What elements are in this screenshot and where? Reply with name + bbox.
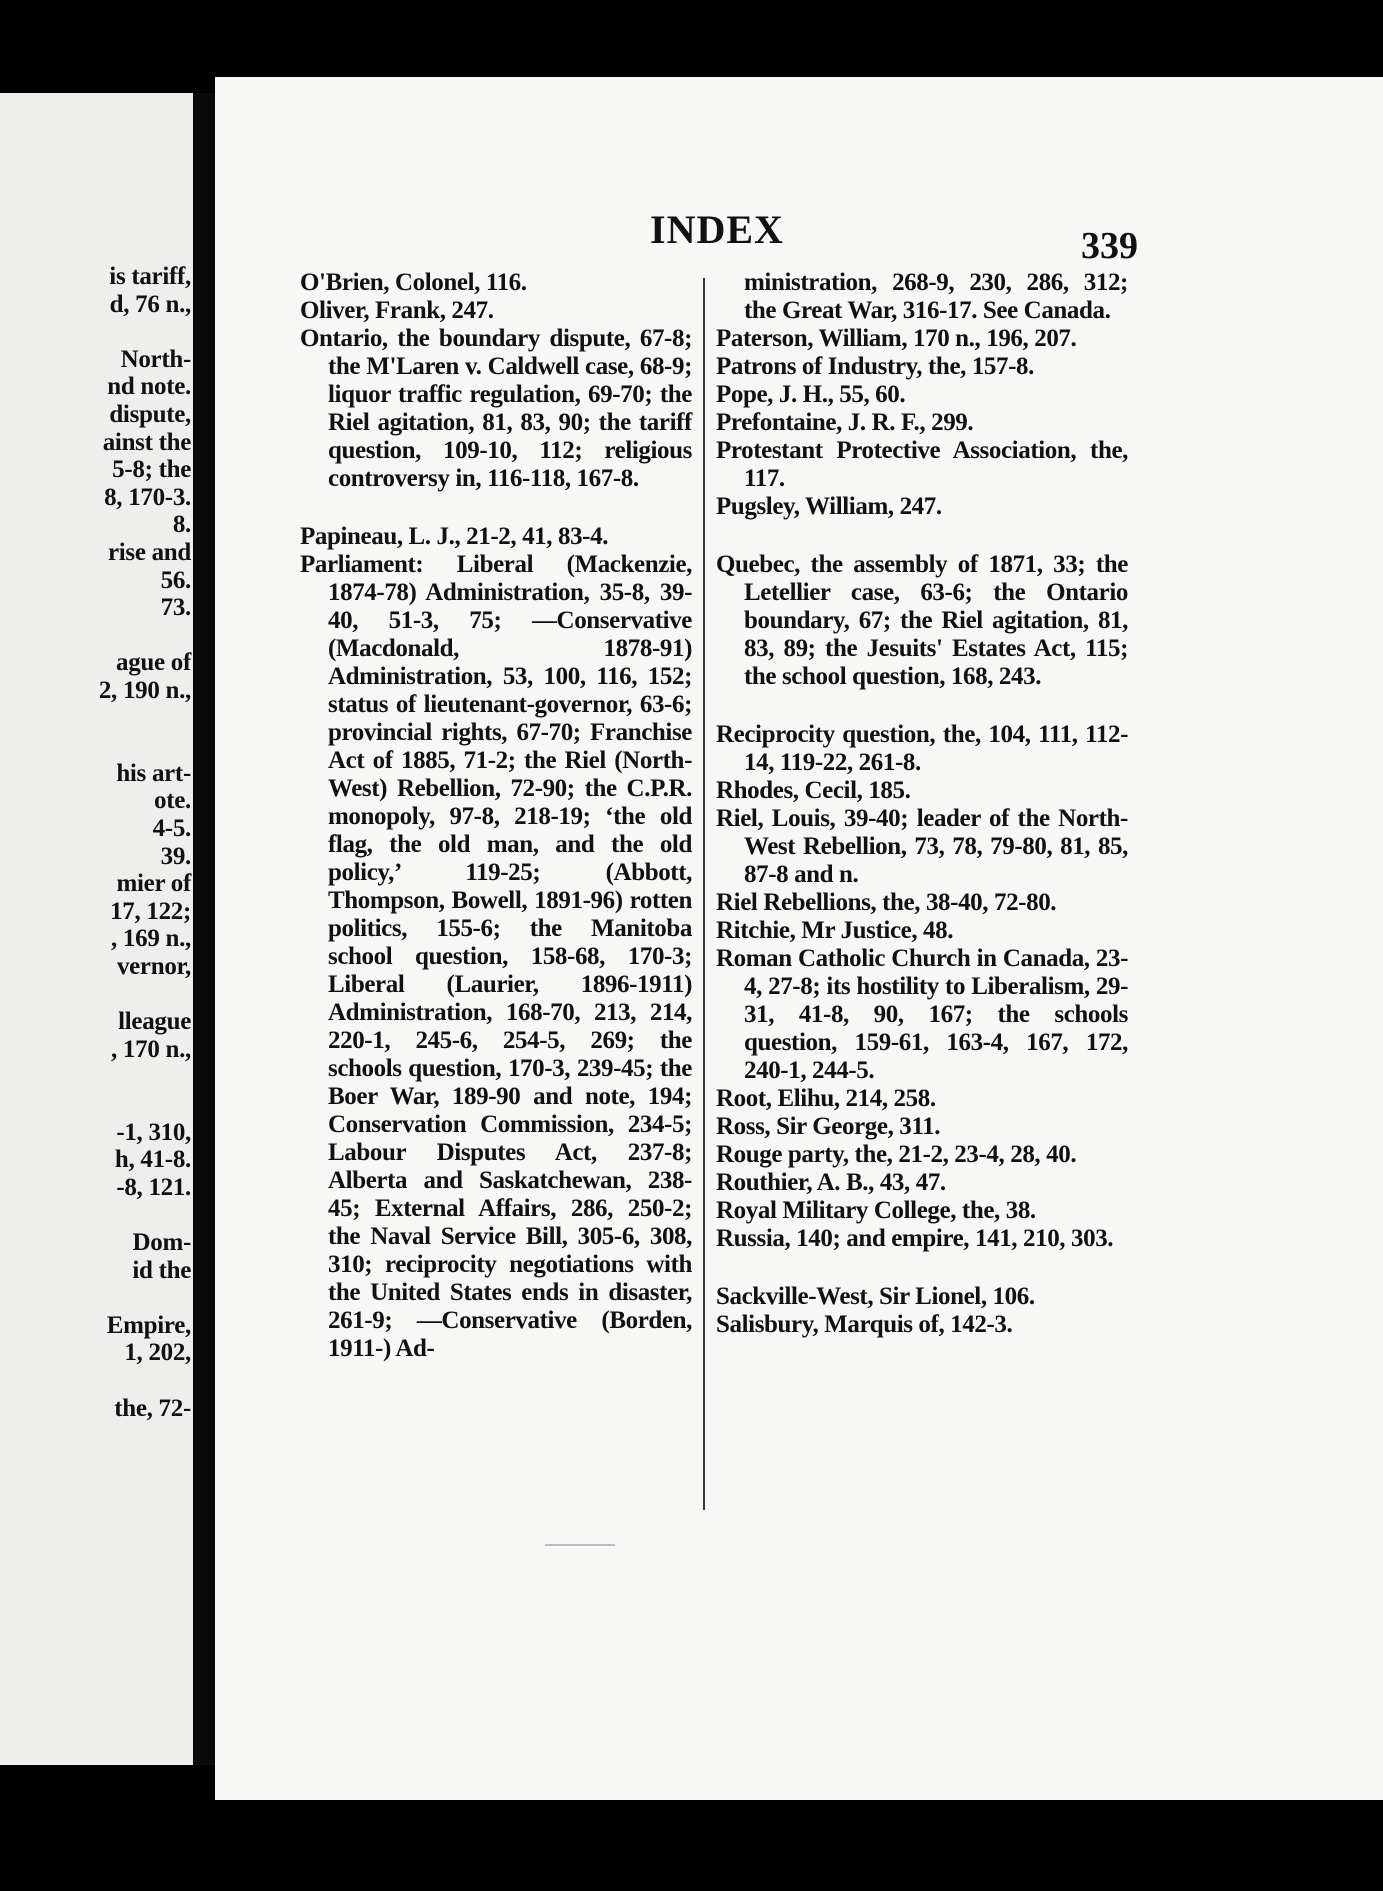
index-entry: Papineau, L. J., 21-2, 41, 83-4.	[300, 523, 609, 550]
page-smudge	[545, 1544, 615, 1546]
left-page-text-fragment: id the	[132, 1256, 191, 1284]
left-page-text-fragment: -8, 121.	[116, 1173, 191, 1201]
letter-section-gap	[716, 691, 1128, 721]
index-column-left	[300, 269, 692, 1363]
left-page-text-fragment: 8.	[172, 511, 191, 539]
index-entry: Quebec, the assembly of 1871, 33; the Letellier case, 63-6; the Ontario boundary, 67; the Riel agitation, 81, 83, 89; the Jesuits' Estates Act, 115; the school question, 168, 243.	[716, 551, 1128, 690]
left-page-text-fragment: lleague	[118, 1008, 191, 1036]
index-entry: Root, Elihu, 214, 258.	[716, 1085, 936, 1112]
index-entry: Rouge party, the, 21-2, 23-4, 28, 40.	[716, 1141, 1077, 1168]
left-page-text-fragment: nd note.	[107, 373, 191, 401]
left-page-text-fragment: , 170 n.,	[111, 1035, 191, 1063]
index-entry: Pope, J. H., 55, 60.	[716, 381, 906, 408]
letter-section-gap	[716, 1253, 1128, 1283]
left-page-text-fragment: h, 41-8.	[114, 1146, 191, 1174]
left-page-text-fragment: vernor,	[116, 953, 191, 980]
book-gutter	[193, 93, 215, 1765]
left-page-fragment	[0, 93, 193, 1765]
index-entry-continuation: ministration, 268-9, 230, 286, 312; the Great War, 316-17. See Canada.	[744, 269, 1128, 324]
index-entry: Pugsley, William, 247.	[716, 493, 942, 520]
left-page-text-fragment: 39.	[160, 842, 191, 870]
left-page-text-fragment: the, 72-	[114, 1394, 191, 1422]
index-entry: Patrons of Industry, the, 157-8.	[716, 353, 1035, 380]
index-entry: Roman Catholic Church in Canada, 23-4, 27-8; its hostility to Liberalism, 29-31, 41-8, 90, 167; the schools question, 159-61, 163-4, 167, 172, 240-1, 244-5.	[716, 945, 1128, 1084]
index-entry: Ritchie, Mr Justice, 48.	[716, 917, 954, 944]
left-page-text-fragment: is tariff,	[109, 263, 191, 290]
left-page-text-fragment: d, 76 n.,	[109, 290, 191, 318]
left-page-text-fragment: Dom-	[132, 1229, 191, 1256]
left-page-text-fragment: 56.	[160, 566, 191, 594]
left-page-text-fragment: 17, 122;	[110, 897, 191, 925]
left-page-text-fragment: 5-8; the	[112, 456, 191, 484]
left-page-text-fragment: his art-	[116, 759, 191, 787]
left-page-text-fragment: rise and	[107, 539, 191, 566]
index-entry: Sackville-West, Sir Lionel, 106.	[716, 1283, 1035, 1310]
left-page-text-fragment: ote.	[154, 787, 191, 815]
letter-section-gap	[300, 493, 692, 523]
left-page-text-fragment: ainst the	[102, 428, 191, 456]
left-page-text-fragment: 4-5.	[152, 815, 191, 842]
index-entry: Protestant Protective Association, the, 117.	[716, 437, 1128, 492]
index-entry: O'Brien, Colonel, 116.	[300, 269, 527, 296]
index-entry: Prefontaine, J. R. F., 299.	[716, 409, 974, 436]
left-page-text-fragment: 1, 202,	[124, 1339, 191, 1367]
left-page-text-fragment: 73.	[160, 594, 191, 622]
left-page-text-fragment: 2, 190 n.,	[98, 677, 191, 704]
index-entry: Russia, 140; and empire, 141, 210, 303.	[716, 1225, 1114, 1252]
index-entry: Oliver, Frank, 247.	[300, 297, 494, 324]
page-title: INDEX	[650, 207, 784, 252]
index-entry: Routhier, A. B., 43, 47.	[716, 1169, 946, 1196]
index-column-right	[716, 269, 1128, 1339]
index-entry: Parliament: Liberal (Mackenzie, 1874-78) Administration, 35-8, 39-40, 51-3, 75; —Conservative (Macdonald, 1878-91) Administration, 53, 100, 116, 152; status of lieutenant-governor, 63-6; provincial rights, 67-70; Franchise Act of 1885, 71-2; the Riel (North-West) Rebellion, 72-90; the C.P.R. monopoly, 97-8, 218-19; ‘the old flag, the old man, and the old policy,’ 119-25; (Abbott, Thompson, Bowell, 1891-96) rotten politics, 155-6; the Manitoba school question, 158-68, 170-3; Liberal (Laurier, 1896-1911) Administration, 168-70, 213, 214, 220-1, 245-6, 254-5, 269; the schools question, 170-3, 239-45; the Boer War, 189-90 and note, 194; Conservation Commission, 234-5; Labour Disputes Act, 237-8; Alberta and Saskatchewan, 238-45; External Affairs, 286, 250-2; the Naval Service Bill, 305-6, 308, 310; reciprocity negotiations with the United States ends in disaster, 261-9; —Conservative (Borden, 1911-) Ad-	[300, 551, 692, 1362]
left-page-text-fragment: , 169 n.,	[111, 925, 191, 953]
index-entry: Paterson, William, 170 n., 196, 207.	[716, 325, 1077, 352]
index-entry: Royal Military College, the, 38.	[716, 1197, 1036, 1224]
index-entry: Riel Rebellions, the, 38-40, 72-80.	[716, 889, 1057, 916]
index-entry: Ontario, the boundary dispute, 67-8; the M'Laren v. Caldwell case, 68-9; liquor traffic regulation, 69-70; the Riel agitation, 81, 83, 90; the tariff question, 109-10, 112; religious controversy in, 116-118, 167-8.	[300, 325, 692, 492]
left-page-text-fragment: North-	[120, 345, 191, 373]
column-divider	[703, 278, 705, 1510]
index-entry: Rhodes, Cecil, 185.	[716, 777, 911, 804]
left-page-text-fragment: ague of	[116, 649, 191, 677]
letter-section-gap	[716, 521, 1128, 551]
left-page-text-fragment: -1, 310,	[116, 1118, 191, 1146]
left-page-text-fragment: dispute,	[109, 401, 191, 428]
left-page-text-fragment: 8, 170-3.	[104, 483, 191, 511]
left-page-text-fragment: mier of	[116, 870, 191, 898]
index-entry: Salisbury, Marquis of, 142-3.	[716, 1311, 1013, 1338]
index-entry: Ross, Sir George, 311.	[716, 1113, 941, 1140]
page-number: 339	[1081, 225, 1138, 267]
index-entry: Reciprocity question, the, 104, 111, 112-14, 119-22, 261-8.	[716, 721, 1128, 776]
left-page-text-fragment: Empire,	[106, 1311, 191, 1339]
index-entry: Riel, Louis, 39-40; leader of the North-West Rebellion, 73, 78, 79-80, 81, 85, 87-8 and n.	[716, 805, 1128, 888]
